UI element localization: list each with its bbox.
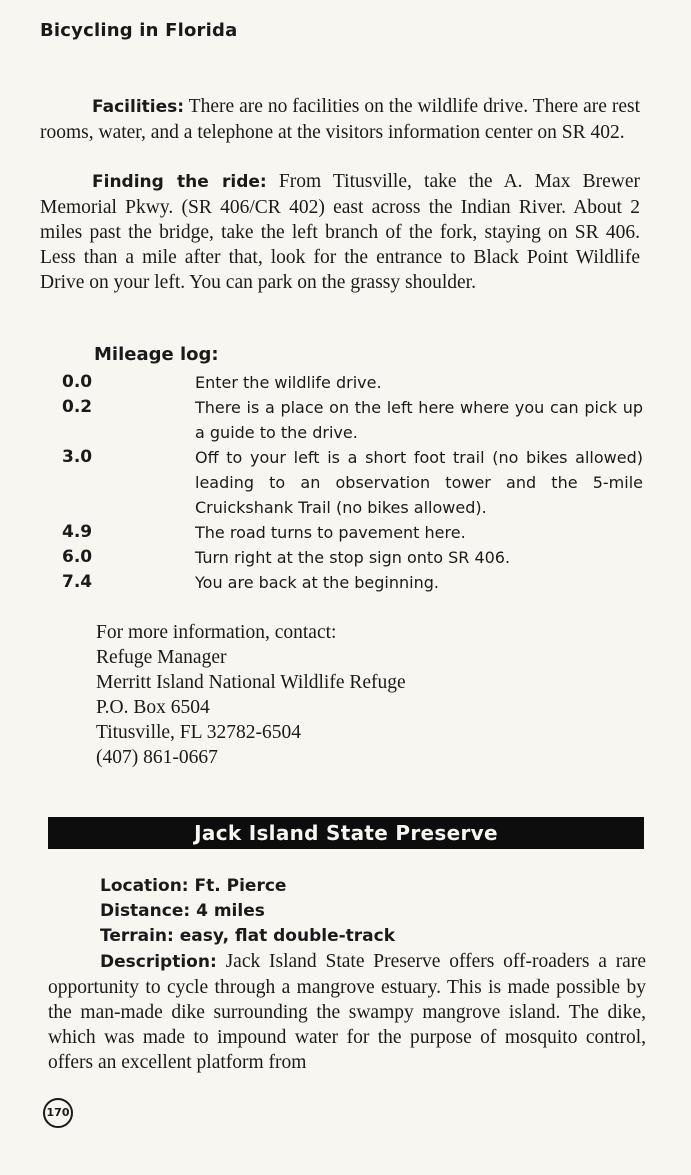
mileage-log-entry	[62, 395, 644, 445]
terrain-line	[100, 924, 395, 949]
page-number: 170	[43, 1098, 73, 1128]
mileage-value: 7.4	[62, 572, 93, 592]
mileage-log-entry	[62, 570, 644, 595]
mileage-log-entry	[62, 545, 644, 570]
facilities-paragraph	[40, 94, 640, 145]
distance-value: 4 miles	[190, 901, 265, 921]
description-label: Description:	[100, 952, 217, 972]
facilities-label: Facilities:	[92, 97, 185, 117]
mileage-log	[62, 370, 644, 595]
mileage-description: You are back at the beginning.	[195, 573, 439, 592]
mileage-description: Off to your left is a short foot trail (no bikes allowed) leading to an observation tower and the 5-mile Cruickshank Trail (no bikes allowed).	[195, 448, 643, 517]
mileage-log-entry	[62, 520, 644, 545]
section-title-banner: Jack Island State Preserve	[48, 817, 644, 849]
terrain-label: Terrain:	[100, 926, 174, 946]
mileage-log-entry	[62, 370, 644, 395]
distance-line	[100, 899, 265, 924]
mileage-description: There is a place on the left here where you can pick up a guide to the drive.	[195, 398, 643, 442]
distance-label: Distance:	[100, 901, 191, 921]
terrain-value: easy, flat double-track	[173, 926, 396, 946]
mileage-log-heading: Mileage log:	[94, 344, 219, 365]
contact-block	[96, 620, 406, 770]
location-label: Location:	[100, 876, 189, 896]
description-text: Jack Island State Preserve offers off-roaders a rare opportunity to cycle through a mangrove estuary. This is made possible by the man-made dike surrounding the swampy mangrove island. The dike, which was made to impound water for the purpose of mosquito control, offers an excellent platform from	[48, 951, 646, 1073]
contact-line: Titusville, FL 32782-6504	[96, 722, 301, 743]
finding-the-ride-paragraph	[40, 169, 640, 295]
contact-line: For more information, contact:	[96, 622, 337, 643]
contact-line: (407) 861-0667	[96, 747, 218, 768]
contact-line: P.O. Box 6504	[96, 697, 210, 718]
mileage-value: 4.9	[62, 522, 93, 542]
mileage-log-entry	[62, 445, 644, 520]
mileage-description: Enter the wildlife drive.	[195, 373, 382, 392]
description-paragraph	[48, 949, 646, 1075]
mileage-description: Turn right at the stop sign onto SR 406.	[195, 548, 511, 567]
location-line	[100, 874, 286, 899]
facilities-text: There are no facilities on the wildlife drive. There are rest rooms, water, and a telephone at the visitors information center on SR 402.	[40, 96, 640, 143]
mileage-description: The road turns to pavement here.	[195, 523, 466, 542]
location-value: Ft. Pierce	[188, 876, 287, 896]
finding-the-ride-label: Finding the ride:	[92, 172, 267, 192]
mileage-value: 3.0	[62, 447, 93, 467]
mileage-value: 0.0	[62, 372, 93, 392]
running-head: Bicycling in Florida	[40, 20, 238, 41]
contact-line: Refuge Manager	[96, 647, 227, 668]
contact-line: Merritt Island National Wildlife Refuge	[96, 672, 406, 693]
mileage-value: 0.2	[62, 397, 93, 417]
mileage-value: 6.0	[62, 547, 93, 567]
finding-the-ride-text: From Titusville, take the A. Max Brewer Memorial Pkwy. (SR 406/CR 402) east across the Indian River. About 2 miles past the bridge, take the left branch of the fork, staying on SR 406. Less than a mile after that, look for the entrance to Black Point Wildlife Drive on your left. You can park on the grassy shoulder.	[40, 171, 640, 293]
